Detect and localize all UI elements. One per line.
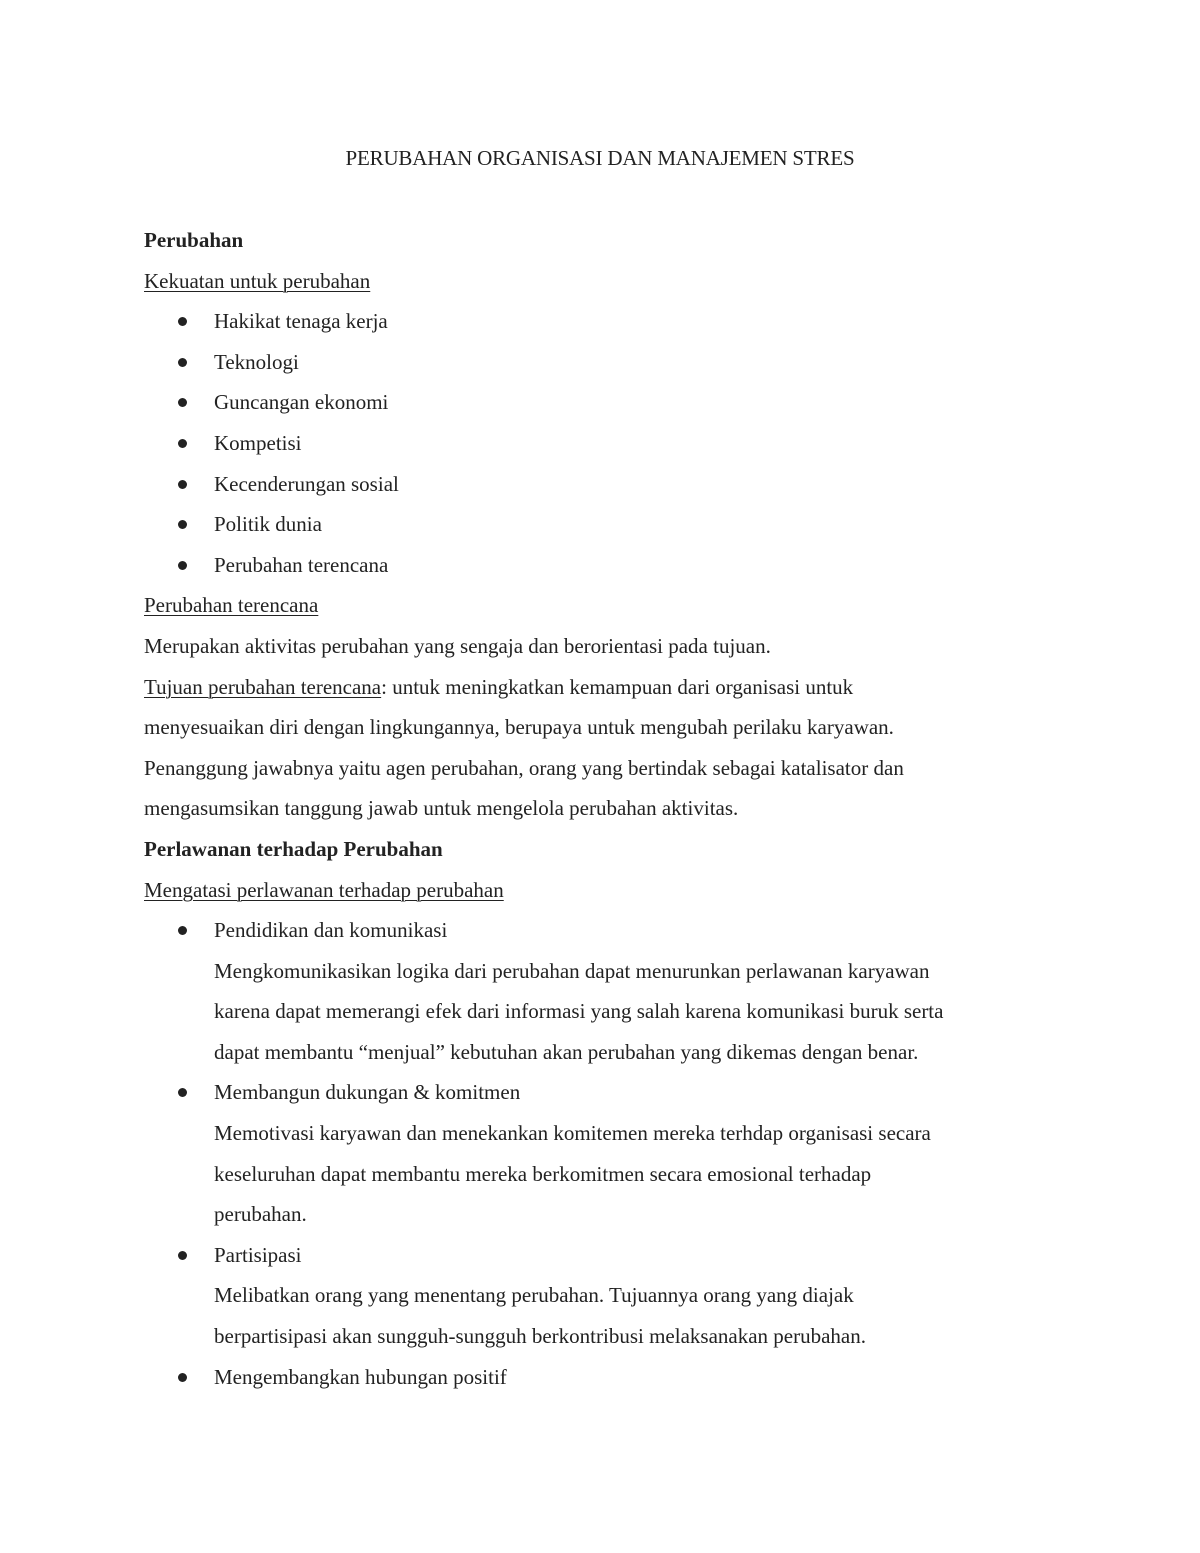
- subheading-mengatasi: Mengatasi perlawanan terhadap perubahan: [144, 877, 504, 902]
- bullet-icon: [178, 926, 187, 935]
- document-body: [144, 220, 1064, 1397]
- bullet-icon: [178, 317, 187, 326]
- goal-line-4: mengasumsikan tanggung jawab untuk mengelola perubahan aktivitas.: [144, 796, 739, 821]
- bullet-icon: [178, 439, 187, 448]
- section-heading-perlawanan: Perlawanan terhadap Perubahan: [144, 836, 443, 861]
- forces-list: [144, 301, 1064, 585]
- list-item-label: Guncangan ekonomi: [214, 390, 389, 415]
- description-line: Mengkomunikasikan logika dari perubahan dapat menurunkan perlawanan karyawan: [214, 958, 930, 983]
- description-line: keseluruhan dapat membantu mereka berkomitmen secara emosional terhadap: [214, 1161, 872, 1186]
- goal-text-1: : untuk meningkatkan kemampuan dari organisasi untuk: [381, 674, 854, 699]
- list-item-description: [214, 1275, 1064, 1356]
- planned-change-heading-row: [144, 585, 1064, 626]
- planned-change-text: Merupakan aktivitas perubahan yang sengaja dan berorientasi pada tujuan.: [144, 633, 771, 658]
- list-item: [144, 910, 1064, 1072]
- resistance-list: [144, 910, 1064, 1397]
- list-item-title: Mengembangkan hubungan positif: [214, 1364, 507, 1389]
- list-item: [144, 504, 1064, 545]
- list-item: [144, 423, 1064, 464]
- list-item: [144, 1357, 1064, 1398]
- description-line: dapat membantu “menjual” kebutuhan akan perubahan yang dikemas dengan benar.: [214, 1039, 919, 1064]
- list-item-label: Teknologi: [214, 349, 299, 374]
- list-item-label: Kompetisi: [214, 430, 302, 455]
- description-line: karena dapat memerangi efek dari informasi yang salah karena komunikasi buruk serta: [214, 999, 944, 1024]
- list-item: [144, 382, 1064, 423]
- goal-line-3: Penanggung jawabnya yaitu agen perubahan, orang yang bertindak sebagai katalisator dan: [144, 755, 904, 780]
- bullet-icon: [178, 520, 187, 529]
- bullet-icon: [178, 1088, 187, 1097]
- planned-change-heading: Perubahan terencana: [144, 593, 319, 618]
- list-item-description: [214, 1113, 1064, 1235]
- list-item: [144, 545, 1064, 586]
- bullet-icon: [178, 480, 187, 489]
- bullet-icon: [178, 561, 187, 570]
- list-item: [144, 301, 1064, 342]
- goal-label: Tujuan perubahan terencana: [144, 674, 382, 699]
- description-line: berpartisipasi akan sungguh-sungguh berkontribusi melaksanakan perubahan.: [214, 1324, 866, 1349]
- list-item-title: Membangun dukungan & komitmen: [214, 1080, 521, 1105]
- goal-line-1: [144, 667, 1064, 708]
- list-item: [144, 1072, 1064, 1234]
- description-line: Memotivasi karyawan dan menekankan komitemen mereka terhdap organisasi secara: [214, 1121, 931, 1146]
- subheading-kekuatan: Kekuatan untuk perubahan: [144, 268, 371, 293]
- bullet-icon: [178, 1251, 187, 1260]
- bullet-icon: [178, 398, 187, 407]
- list-item-description: [214, 951, 1064, 1073]
- list-item: [144, 464, 1064, 505]
- list-item-title: Pendidikan dan komunikasi: [214, 918, 448, 943]
- bullet-icon: [178, 1373, 187, 1382]
- list-item: [144, 1235, 1064, 1357]
- bullet-icon: [178, 358, 187, 367]
- description-line: Melibatkan orang yang menentang perubahan. Tujuannya orang yang diajak: [214, 1283, 854, 1308]
- list-item-title: Partisipasi: [214, 1242, 302, 1267]
- list-item-label: Politik dunia: [214, 512, 322, 537]
- list-item-label: Hakikat tenaga kerja: [214, 309, 388, 334]
- list-item: [144, 342, 1064, 383]
- description-line: perubahan.: [214, 1202, 307, 1227]
- goal-line-2: menyesuaikan diri dengan lingkungannya, berupaya untuk mengubah perilaku karyawan.: [144, 715, 894, 740]
- subheading-mengatasi-row: [144, 870, 1064, 911]
- document-title: PERUBAHAN ORGANISASI DAN MANAJEMEN STRES: [345, 146, 855, 170]
- list-item-label: Perubahan terencana: [214, 552, 389, 577]
- section-heading-perubahan: Perubahan: [144, 228, 244, 252]
- list-item-label: Kecenderungan sosial: [214, 471, 399, 496]
